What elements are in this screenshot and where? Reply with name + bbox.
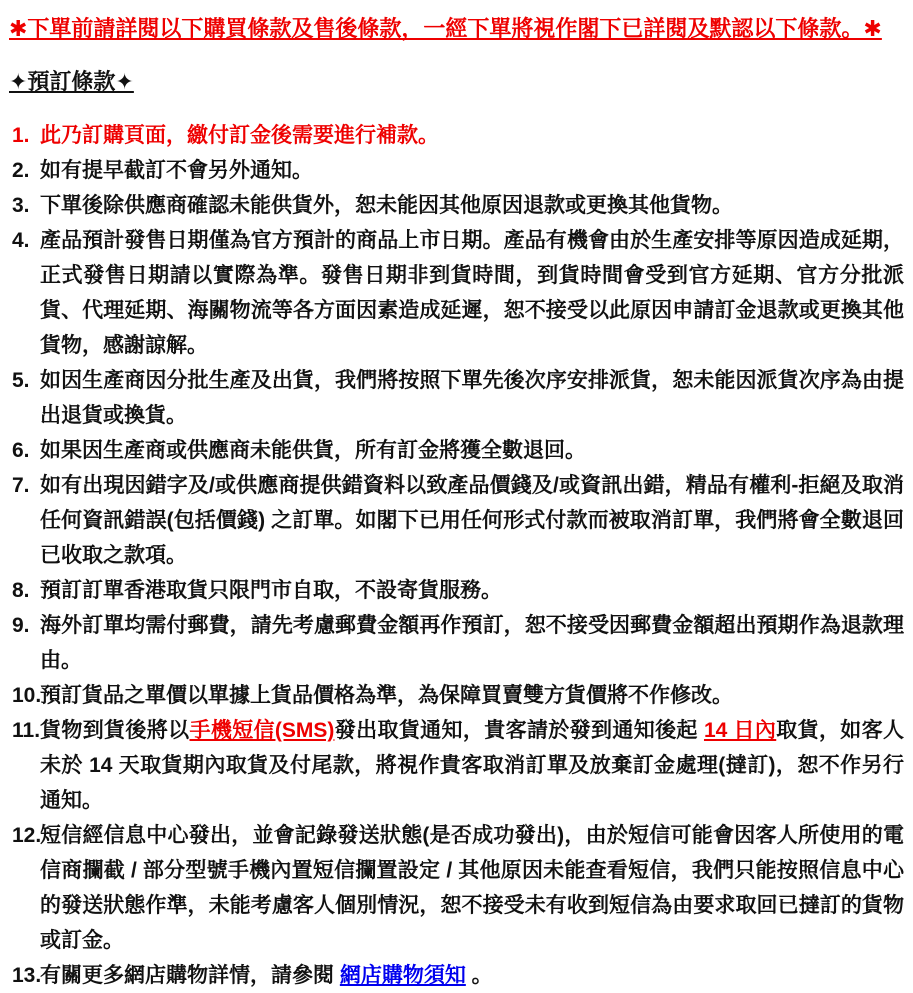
term-item-number: 10.: [12, 684, 42, 707]
pre-order-notice-header: ✱下單前請詳閱以下購買條款及售後條款，一經下單將視作閣下已詳閱及默認以下條款。✱: [9, 16, 882, 41]
term-item: [9, 468, 904, 573]
term-item: [9, 958, 904, 993]
store-shopping-guide-link[interactable]: 網店購物須知: [339, 964, 466, 987]
term-text: 手機短信(SMS): [189, 719, 335, 742]
section-title-preorder-terms: ✦預訂條款✦: [9, 69, 134, 94]
term-text: 預訂貨品之單價以單據上貨品價格為準，為保障買賣雙方貨價將不作修改。: [40, 684, 733, 707]
term-text: 如果因生產商或供應商未能供貨，所有訂金將獲全數退回。: [40, 439, 586, 462]
term-text: 海外訂單均需付郵費，請先考慮郵費金額再作預訂，恕不接受因郵費金額超出預期作為退款理由。: [40, 614, 904, 672]
term-item-number: 7.: [12, 474, 30, 497]
term-item: [9, 188, 904, 223]
term-item: [9, 153, 904, 188]
term-item-number: 3.: [12, 194, 30, 217]
term-item: [9, 573, 904, 608]
term-item-number: 11.: [12, 719, 41, 742]
term-item: [9, 118, 904, 153]
term-item: [9, 818, 904, 958]
term-item: [9, 678, 904, 713]
term-item: [9, 713, 904, 818]
term-text: 產品預計發售日期僅為官方預計的商品上市日期。產品有機會由於生產安排等原因造成延期，正式發售日期請以實際為準。發售日期非到貨時間，到貨時間會受到官方延期、官方分批派貨、代理延期、海關物流等各方面因素造成延遲，恕不接受以此原因申請訂金退款或更換其他貨物，感謝諒解。: [40, 229, 904, 357]
term-item: [9, 608, 904, 678]
term-text: 預訂訂單香港取貨只限門市自取，不設寄貨服務。: [40, 579, 502, 602]
term-text: 如有出現因錯字及/或供應商提供錯資料以致產品價錢及/或資訊出錯，精品有權利-拒絕及取消任何資訊錯誤(包括價錢) 之訂單。如閣下已用任何形式付款而被取消訂單，我們將會全數退回已收取之款項。: [40, 474, 904, 567]
term-text: 短信經信息中心發出，並會記錄發送狀態(是否成功發出)，由於短信可能會因客人所使用的電信商攔截 / 部分型號手機內置短信攔置設定 / 其他原因未能查看短信，我們只能按照信息中心的發送狀態作準，未能考慮客人個別情況，恕不接受未有收到短信為由要求取回已撻訂的貨物或訂金。: [40, 824, 904, 952]
term-text: 取貨，如客人未於 14 天取貨期內取貨及付尾款，將視作貴客取消訂單及放棄訂金處理(撻訂)，恕不作另行通知。: [40, 719, 905, 812]
term-item-number: 8.: [12, 579, 30, 602]
term-item-number: 9.: [12, 614, 30, 637]
term-text: 如因生產商因分批生產及出貨，我們將按照下單先後次序安排派貨，恕未能因派貨次序為由提出退貨或換貨。: [40, 369, 904, 427]
term-item-number: 4.: [12, 229, 30, 252]
term-item-number: 12.: [12, 824, 42, 847]
term-item-number: 5.: [12, 369, 30, 392]
terms-list: [9, 118, 904, 993]
term-text: 如有提早截訂不會另外通知。: [40, 159, 313, 182]
term-text: 14 日內: [703, 719, 777, 742]
term-item: [9, 433, 904, 468]
term-text: 貨物到貨後將以: [40, 719, 190, 742]
term-item: [9, 223, 904, 363]
term-text: 發出取貨通知，貴客請於發到通知後起: [334, 719, 704, 742]
term-text: 。: [465, 964, 493, 987]
term-text: 下單後除供應商確認未能供貨外，恕未能因其他原因退款或更換其他貨物。: [40, 194, 733, 217]
term-item-number: 2.: [12, 159, 30, 182]
term-item-number: 6.: [12, 439, 30, 462]
term-text: 有關更多網店購物詳情，請參閱: [40, 964, 340, 987]
term-text: 此乃訂購頁面，繳付訂金後需要進行補款。: [40, 124, 439, 147]
term-item-number: 13.: [12, 964, 42, 987]
term-item-number: 1.: [12, 124, 30, 147]
term-item: [9, 363, 904, 433]
